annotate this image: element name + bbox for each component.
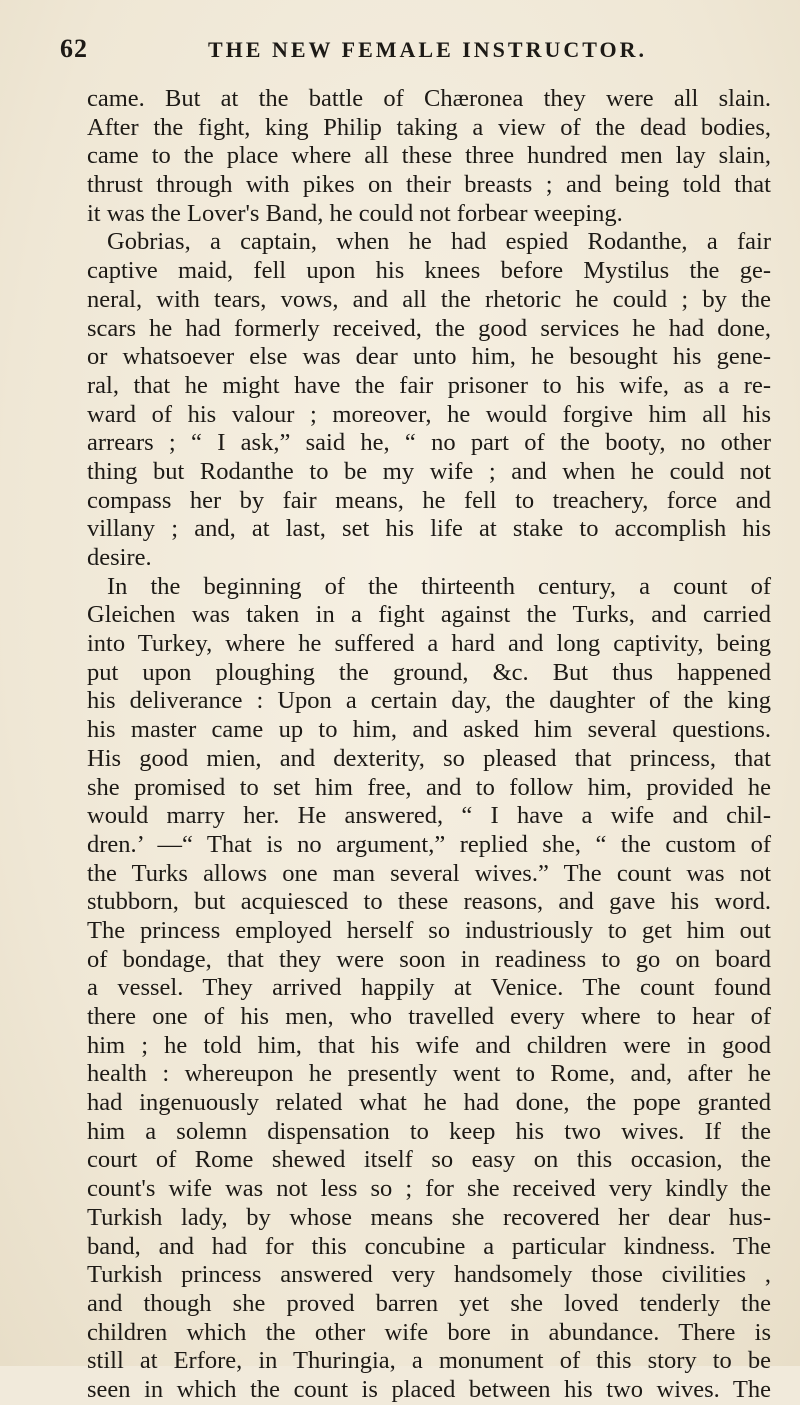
text-line: him ; he told him, that his wife and children were in good: [87, 1031, 771, 1059]
text-line: thrust through with pikes on their breasts ; and being told that: [87, 171, 771, 199]
text-line: his deliverance : Upon a certain day, the daughter of the king: [87, 687, 771, 715]
text-line: Gobrias, a captain, when he had espied Rodanthe, a fair: [107, 228, 771, 256]
text-line: court of Rome shewed itself so easy on this occasion, the: [87, 1146, 771, 1174]
text-line: After the fight, king Philip taking a view of the dead bodies,: [87, 113, 771, 141]
text-line: the Turks allows one man several wives.” The count was not: [87, 859, 771, 887]
text-line: ral, that he might have the fair prisoner to his wife, as a re-: [87, 371, 771, 399]
text-line: thing but Rodanthe to be my wife ; and when he could not: [87, 457, 771, 485]
running-title: THE NEW FEMALE INSTRUCTOR.: [208, 37, 648, 62]
text-line: arrears ; “ I ask,” said he, “ no part of the booty, no other: [87, 429, 771, 457]
text-line: put upon ploughing the ground, &c. But thus happened: [87, 658, 771, 686]
text-line: a vessel. They arrived happily at Venice. The count found: [87, 974, 771, 1002]
text-line: it was the Lover's Band, he could not forbear weeping.: [87, 199, 623, 227]
text-line: neral, with tears, vows, and all the rhetoric he could ; by the: [87, 285, 771, 313]
text-line: His good mien, and dexterity, so pleased that princess, that: [87, 744, 771, 772]
text-line: captive maid, fell upon his knees before Mystilus the ge-: [87, 257, 771, 285]
text-line: had ingenuously related what he had done, the pope granted: [87, 1089, 771, 1117]
text-line: into Turkey, where he suffered a hard and long captivity, being: [87, 630, 771, 658]
text-line: desire.: [87, 544, 152, 571]
text-line: there one of his men, who travelled every where to hear of: [87, 1003, 771, 1030]
text-line: would marry her. He answered, “ I have a wife and chil-: [87, 802, 771, 830]
page-number: 62: [60, 34, 88, 63]
text-line: and though she proved barren yet she loved tenderly the: [87, 1289, 771, 1317]
text-line: health : whereupon he presently went to Rome, and, after he: [87, 1060, 771, 1088]
text-line: villany ; and, at last, set his life at stake to accomplish his: [87, 515, 771, 543]
text-line: his master came up to him, and asked him several questions.: [87, 716, 771, 744]
text-line: In the beginning of the thirteenth century, a count of: [107, 572, 771, 600]
text-line: of bondage, that they were soon in readiness to go on board: [87, 945, 771, 973]
text-line: The princess employed herself so industriously to get him out: [87, 916, 771, 944]
text-line: count's wife was not less so ; for she received very kindly the: [87, 1175, 771, 1203]
text-line: Gleichen was taken in a fight against the Turks, and carried: [87, 601, 771, 629]
text-line: dren.’ —“ That is no argument,” replied she, “ the custom of: [87, 830, 771, 858]
text-line: seen in which the count is placed between his two wives. The: [87, 1375, 771, 1403]
text-line: band, and had for this concubine a particular kindness. The: [87, 1232, 771, 1260]
text-line: came. But at the battle of Chæronea they were all slain.: [87, 85, 771, 112]
text-line: him a solemn dispensation to keep his two wives. If the: [87, 1117, 771, 1145]
text-line: scars he had formerly received, the good services he had done,: [87, 314, 771, 342]
text-line: ward of his valour ; moreover, he would forgive him all his: [87, 400, 771, 428]
text-line: came to the place where all these three hundred men lay slain,: [87, 142, 771, 170]
text-line: compass her by fair means, he fell to treachery, force and: [87, 486, 771, 514]
text-line: children which the other wife bore in abundance. There is: [87, 1318, 771, 1346]
text-line: Turkish princess answered very handsomely those civilities ,: [87, 1261, 771, 1289]
text-line: Turkish lady, by whose means she recovered her dear hus-: [87, 1203, 771, 1231]
text-line: stubborn, but acquiesced to these reasons, and gave his word.: [87, 888, 771, 916]
text-line: or whatsoever else was dear unto him, he besought his gene-: [87, 343, 771, 371]
running-head: [60, 34, 760, 66]
text-line: still at Erfore, in Thuringia, a monument of this story to be: [87, 1347, 771, 1375]
text-line: she promised to set him free, and to follow him, provided he: [87, 773, 771, 801]
body-text: [87, 85, 771, 1405]
